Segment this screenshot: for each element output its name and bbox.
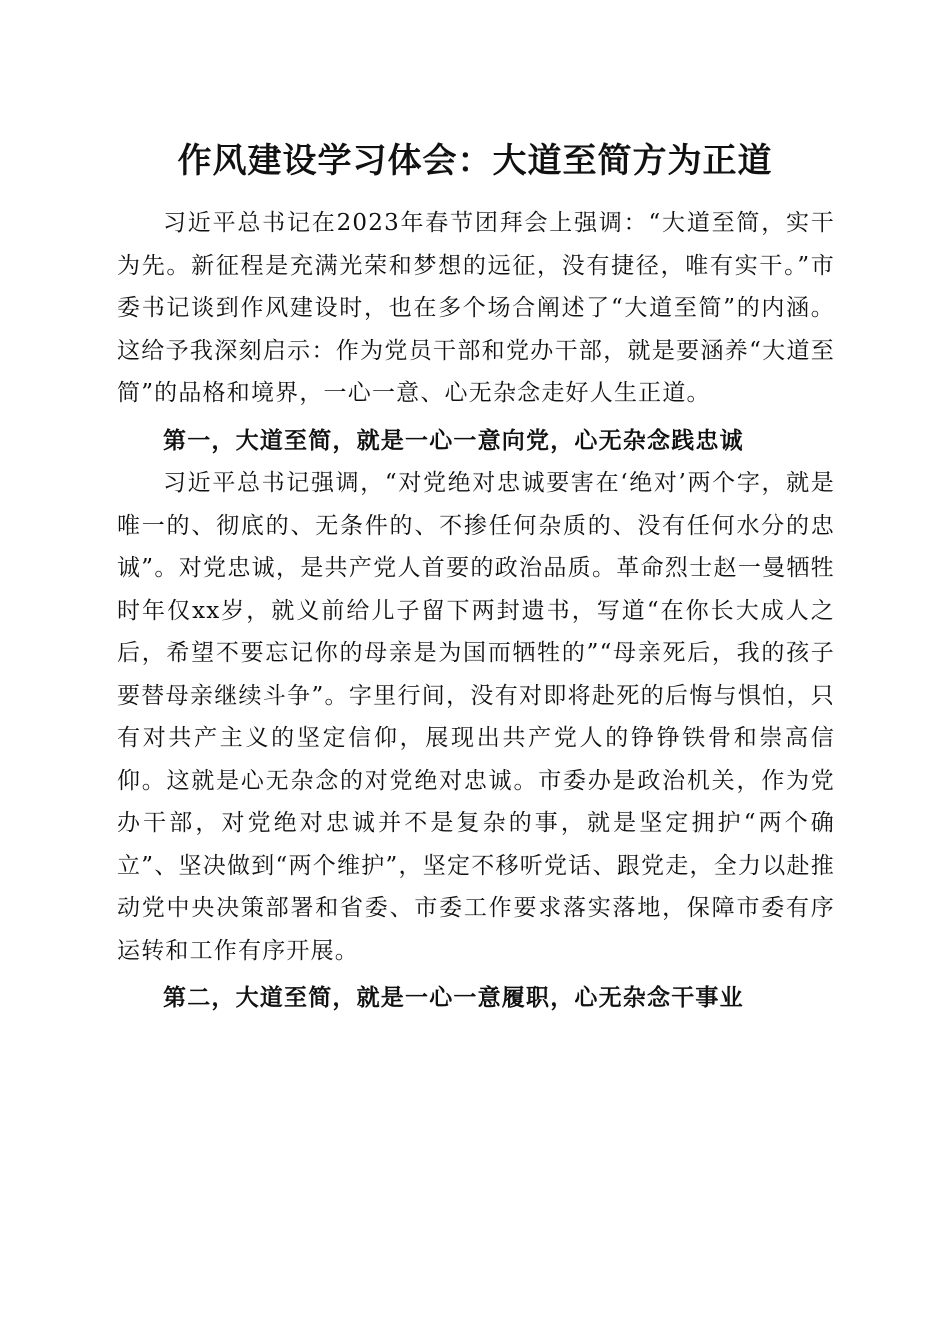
intro-paragraph: 习近平总书记在2023年春节团拜会上强调：“大道至简，实干为先。新征程是充满光荣和梦想的远征，没有捷径，唯有实干。”市委书记谈到作风建设时，也在多个场合阐述了“大道至简”的内涵。这给予我深刻启示：作为党员干部和党办干部，就是要涵养“大道至简”的品格和境界，一心一意、心无杂念走好人生正道。	[117, 210, 835, 406]
section-1-paragraph: 习近平总书记强调，“对党绝对忠诚要害在‘绝对’两个字，就是唯一的、彻底的、无条件的、不掺任何杂质的、没有任何水分的忠诚”。对党忠诚，是共产党人首要的政治品质。革命烈士赵一曼牺牲时年仅xx岁，就义前给儿子留下两封遗书，写道“在你长大成人之后，希望不要忘记你的母亲是为国而牺牲的”“母亲死后，我的孩子要替母亲继续斗争”。字里行间，没有对即将赴死的后悔与惧怕，只有对共产主义的坚定信仰，展现出共产党人的铮铮铁骨和崇高信仰。这就是心无杂念的对党绝对忠诚。市委办是政治机关，作为党办干部，对党绝对忠诚并不是复杂的事，就是坚定拥护“两个确立”、坚决做到“两个维护”，坚定不移听党话、跟党走，全力以赴推动党中央决策部署和省委、市委工作要求落实落地，保障市委有序运转和工作有序开展。	[117, 470, 835, 964]
section-1-heading: 第一，大道至简，就是一心一意向党，心无杂念践忠诚	[163, 426, 744, 454]
document-title: 作风建设学习体会：大道至简方为正道	[177, 141, 773, 181]
section-2-heading: 第二，大道至简，就是一心一意履职，心无杂念干事业	[163, 984, 744, 1011]
document-body	[117, 202, 835, 1020]
